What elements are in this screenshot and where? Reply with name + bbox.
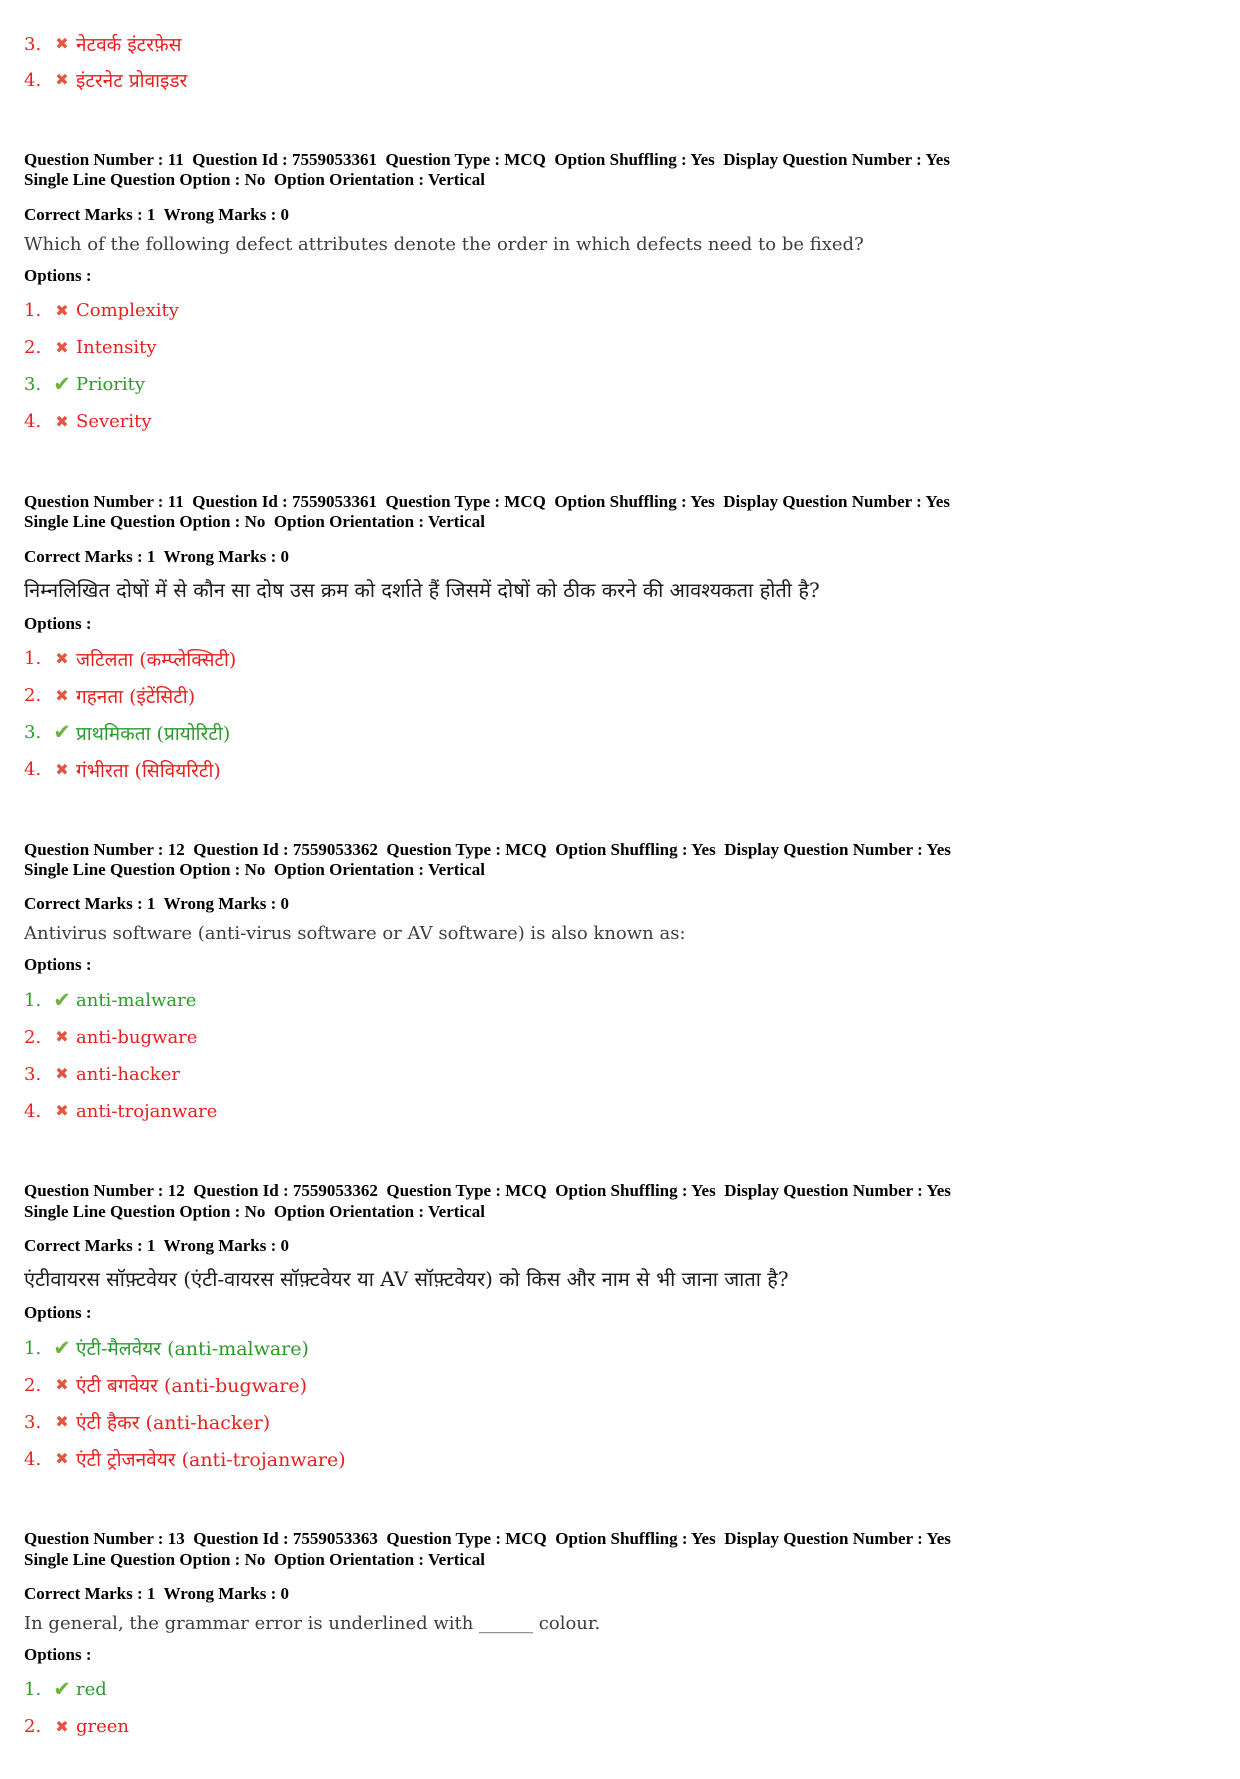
wrong-cross-icon: ✖: [55, 759, 69, 779]
wrong-cross-icon: ✖: [55, 1412, 69, 1432]
option-number: 4.: [24, 1100, 42, 1122]
option-row: [24, 32, 1216, 56]
option-text: Severity: [76, 411, 152, 433]
option-row: [24, 1025, 1216, 1049]
correct-check-icon: ✔: [53, 372, 71, 397]
correct-check-icon: ✔: [53, 1677, 71, 1702]
question-text: एंटीवायरस सॉफ़्टवेयर (एंटी-वायरस सॉफ़्टवेयर या AV सॉफ़्टवेयर) को किस और नाम से भी जाना जाता है?: [24, 1267, 789, 1292]
option-row: [24, 1715, 1216, 1739]
option-number: 2.: [24, 337, 42, 359]
question-text: निम्नलिखित दोषों में से कौन सा दोष उस क्रम को दर्शाते हैं जिसमें दोषों को ठीक करने की आवश्यकता होती है?: [24, 577, 820, 602]
option-row: [24, 721, 1216, 745]
question-blocks: [24, 150, 1216, 1739]
option-number: 4.: [24, 759, 42, 781]
option-number: 1.: [24, 989, 42, 1011]
meta-line-2: Single Line Question Option : No Option Orientation : Vertical: [24, 512, 485, 532]
option-row: [24, 684, 1216, 708]
option-text: एंटी-मैलवेयर (anti-malware): [76, 1338, 309, 1361]
option-text: Priority: [76, 374, 146, 396]
options-label: Options :: [24, 955, 92, 975]
marks-line: Correct Marks : 1 Wrong Marks : 0: [24, 204, 290, 224]
option-row: [24, 1678, 1216, 1702]
question-meta: [24, 1181, 1216, 1222]
option-text: anti-malware: [76, 989, 197, 1011]
option-text: anti-bugware: [76, 1026, 198, 1048]
marks-line: Correct Marks : 1 Wrong Marks : 0: [24, 894, 290, 914]
question-block: [24, 492, 1216, 782]
option-number: 3.: [24, 1411, 42, 1433]
option-text: anti-trojanware: [76, 1100, 218, 1122]
question-block: [24, 840, 1216, 1124]
wrong-cross-icon: ✖: [55, 1375, 69, 1395]
marks-line: Correct Marks : 1 Wrong Marks : 0: [24, 1236, 290, 1256]
correct-check-icon: ✔: [53, 1335, 71, 1360]
wrong-cross-icon: ✖: [55, 411, 69, 431]
question-meta: [24, 150, 1216, 191]
options-list: [24, 1336, 1216, 1471]
options-list: [24, 299, 1216, 434]
wrong-cross-icon: ✖: [55, 300, 69, 320]
meta-line-2: Single Line Question Option : No Option Orientation : Vertical: [24, 859, 485, 879]
option-row: [24, 1410, 1216, 1434]
wrong-cross-icon: ✖: [55, 70, 69, 89]
option-row: [24, 336, 1216, 360]
options-label: Options :: [24, 613, 92, 633]
option-row: [24, 1099, 1216, 1123]
option-text: red: [76, 1679, 107, 1701]
marks-line: Correct Marks : 1 Wrong Marks : 0: [24, 1583, 290, 1603]
option-text: इंटरनेट प्रोवाइडर: [76, 70, 188, 92]
option-text: जटिलता (कम्प्लेक्सिटी): [76, 648, 237, 671]
wrong-cross-icon: ✖: [55, 337, 69, 357]
option-row: [24, 758, 1216, 782]
option-text: Complexity: [76, 300, 179, 322]
correct-check-icon: ✔: [53, 987, 71, 1012]
question-meta: [24, 1529, 1216, 1570]
wrong-cross-icon: ✖: [55, 1101, 69, 1121]
option-number: 1.: [24, 300, 42, 322]
wrong-cross-icon: ✖: [55, 1449, 69, 1469]
wrong-cross-icon: ✖: [55, 1716, 69, 1736]
wrong-cross-icon: ✖: [55, 1064, 69, 1084]
options-list: [24, 647, 1216, 782]
question-block: [24, 150, 1216, 434]
option-number: 3.: [24, 33, 42, 55]
meta-line-1: Question Number : 11 Question Id : 7559053361 Question Type : MCQ Option Shuffling : Yes Display Question Number : Yes: [24, 150, 950, 169]
wrong-cross-icon: ✖: [55, 34, 69, 53]
question-text: In general, the grammar error is underlined with ______ colour.: [24, 1612, 601, 1634]
meta-line-1: Question Number : 11 Question Id : 7559053361 Question Type : MCQ Option Shuffling : Yes Display Question Number : Yes: [24, 491, 950, 511]
option-text: गहनता (इंटेंसिटी): [76, 685, 196, 708]
option-text: anti-hacker: [76, 1063, 180, 1085]
meta-line-2: Single Line Question Option : No Option Orientation : Vertical: [24, 170, 485, 190]
question-meta: [24, 840, 1216, 881]
option-text: गंभीरता (सिवियरिटी): [76, 759, 221, 782]
option-row: [24, 647, 1216, 671]
option-row: [24, 1336, 1216, 1360]
options-list: [24, 1678, 1216, 1739]
option-text: नेटवर्क इंटरफ़ेस: [76, 34, 182, 56]
option-number: 1.: [24, 648, 42, 670]
option-number: 2.: [24, 685, 42, 707]
option-number: 3.: [24, 722, 42, 744]
question-text: Antivirus software (anti-virus software or AV software) is also known as:: [24, 923, 686, 945]
option-number: 3.: [24, 374, 42, 396]
wrong-cross-icon: ✖: [55, 1027, 69, 1047]
meta-line-1: Question Number : 12 Question Id : 7559053362 Question Type : MCQ Option Shuffling : Yes Display Question Number : Yes: [24, 1181, 951, 1201]
option-number: 3.: [24, 1063, 42, 1085]
option-number: 1.: [24, 1337, 42, 1359]
option-text: एंटी ट्रोजनवेयर (anti-trojanware): [76, 1449, 346, 1472]
option-number: 2.: [24, 1716, 42, 1738]
option-row: [24, 988, 1216, 1012]
question-meta: [24, 492, 1216, 533]
option-number: 1.: [24, 1679, 42, 1701]
option-number: 4.: [24, 1448, 42, 1470]
meta-line-1: Question Number : 13 Question Id : 7559053363 Question Type : MCQ Option Shuffling : Yes Display Question Number : Yes: [24, 1529, 951, 1549]
option-text: Intensity: [76, 337, 157, 359]
wrong-cross-icon: ✖: [55, 648, 69, 668]
question-block: [24, 1529, 1216, 1739]
previous-question-options: [24, 12, 1216, 92]
option-number: 2.: [24, 1026, 42, 1048]
option-row: [24, 299, 1216, 323]
marks-line: Correct Marks : 1 Wrong Marks : 0: [24, 546, 290, 566]
option-text: green: [76, 1716, 130, 1738]
options-list: [24, 988, 1216, 1123]
meta-line-2: Single Line Question Option : No Option Orientation : Vertical: [24, 1549, 485, 1569]
options-label: Options :: [24, 1303, 92, 1323]
option-row: [24, 1062, 1216, 1086]
option-text: एंटी बगवेयर (anti-bugware): [76, 1375, 307, 1398]
option-row: [24, 410, 1216, 434]
wrong-cross-icon: ✖: [55, 685, 69, 705]
option-row: [24, 1447, 1216, 1471]
meta-line-1: Question Number : 12 Question Id : 7559053362 Question Type : MCQ Option Shuffling : Yes Display Question Number : Yes: [24, 839, 951, 859]
meta-line-2: Single Line Question Option : No Option Orientation : Vertical: [24, 1201, 485, 1221]
options-label: Options :: [24, 265, 92, 285]
option-number: 2.: [24, 1374, 42, 1396]
option-row: [24, 1373, 1216, 1397]
option-number: 4.: [24, 411, 42, 433]
question-text: Which of the following defect attributes denote the order in which defects need to be fixed?: [24, 233, 864, 255]
option-row: [24, 373, 1216, 397]
option-text: एंटी हैकर (anti-hacker): [76, 1412, 271, 1435]
question-block: [24, 1181, 1216, 1471]
options-label: Options :: [24, 1644, 92, 1664]
correct-check-icon: ✔: [53, 720, 71, 745]
option-row: [24, 68, 1216, 92]
option-number: 4.: [24, 69, 42, 91]
option-text: प्राथमिकता (प्रायोरिटी): [76, 722, 231, 745]
